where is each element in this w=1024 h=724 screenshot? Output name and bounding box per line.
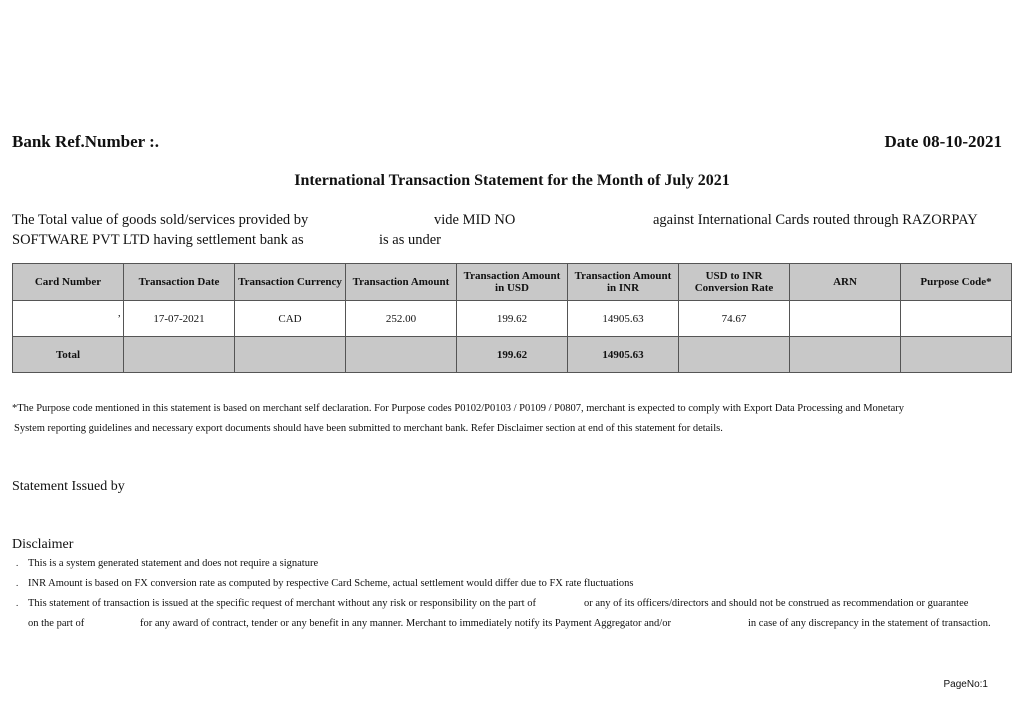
cell-purpose-code bbox=[901, 301, 1012, 337]
table-row bbox=[13, 301, 1012, 337]
intro-text-2: SOFTWARE PVT LTD having settlement bank as bbox=[12, 232, 304, 248]
total-empty bbox=[235, 337, 346, 373]
col-arn: ARN bbox=[790, 264, 901, 301]
cell-amount-usd: 199.62 bbox=[457, 301, 568, 337]
table-total-row bbox=[13, 337, 1012, 373]
purpose-note-line-1: *The Purpose code mentioned in this statement is based on merchant self declaration. For Purpose codes P0102/P0103 / P0109 / P0807, merchant is expected to comply with Export Data Processing and Monetary bbox=[12, 403, 905, 414]
intro-cards-text: against International Cards routed through RAZORPAY bbox=[653, 212, 978, 228]
col-amount-inr: Transaction Amount in INR bbox=[568, 264, 679, 301]
cell-currency: CAD bbox=[235, 301, 346, 337]
transaction-table bbox=[12, 263, 1012, 373]
col-transaction-amount: Transaction Amount bbox=[346, 264, 457, 301]
total-empty bbox=[124, 337, 235, 373]
cell-amount-inr: 14905.63 bbox=[568, 301, 679, 337]
col-conversion-rate: USD to INR Conversion Rate bbox=[679, 264, 790, 301]
disclaimer-text: This statement of transaction is issued at the specific request of merchant without any risk or responsibility on the part of bbox=[28, 598, 536, 609]
intro-line-2 bbox=[12, 232, 442, 249]
cell-amount: 252.00 bbox=[346, 301, 457, 337]
intro-line-1 bbox=[12, 212, 978, 229]
disclaimer-text: or any of its officers/directors and should not be construed as recommendation or guarantee bbox=[584, 598, 969, 609]
cell-card-number: ’ bbox=[13, 301, 124, 337]
intro-mid-label: vide MID NO bbox=[434, 212, 516, 228]
total-empty bbox=[679, 337, 790, 373]
total-amount-inr: 14905.63 bbox=[568, 337, 679, 373]
statement-title: International Transaction Statement for the Month of July 2021 bbox=[294, 172, 730, 189]
disclaimer-item bbox=[16, 578, 633, 589]
disclaimer-text: in case of any discrepancy in the statement of transaction. bbox=[748, 618, 991, 629]
intro-under-text: is as under bbox=[379, 232, 442, 248]
col-card-number: Card Number bbox=[13, 264, 124, 301]
disclaimer-text: on the part of bbox=[28, 618, 85, 629]
disclaimer-text: for any award of contract, tender or any benefit in any manner. Merchant to immediately notify its Payment Aggregator and/or bbox=[140, 618, 671, 629]
col-transaction-currency: Transaction Currency bbox=[235, 264, 346, 301]
total-empty bbox=[346, 337, 457, 373]
cell-arn bbox=[790, 301, 901, 337]
disclaimer-item bbox=[16, 598, 969, 609]
total-amount-usd: 199.62 bbox=[457, 337, 568, 373]
page-number: PageNo:1 bbox=[943, 679, 988, 690]
bullet: . bbox=[16, 578, 19, 588]
disclaimer-heading: Disclaimer bbox=[12, 537, 74, 552]
statement-issued-by: Statement Issued by bbox=[12, 479, 125, 494]
statement-date: Date 08-10-2021 bbox=[884, 132, 1002, 151]
cell-transaction-date: 17-07-2021 bbox=[124, 301, 235, 337]
disclaimer-item bbox=[16, 558, 318, 569]
total-label: Total bbox=[13, 337, 124, 373]
intro-text: The Total value of goods sold/services provided by bbox=[12, 212, 309, 228]
col-purpose-code: Purpose Code* bbox=[901, 264, 1012, 301]
col-transaction-date: Transaction Date bbox=[124, 264, 235, 301]
total-empty bbox=[790, 337, 901, 373]
cell-conversion-rate: 74.67 bbox=[679, 301, 790, 337]
col-amount-usd: Transaction Amount in USD bbox=[457, 264, 568, 301]
bullet: . bbox=[16, 558, 19, 568]
bank-ref-number: Bank Ref.Number :. bbox=[12, 132, 160, 151]
table-header-row bbox=[13, 264, 1012, 301]
disclaimer-text: INR Amount is based on FX conversion rate as computed by respective Card Scheme, actual settlement would differ due to FX rate fluctuations bbox=[28, 578, 634, 589]
disclaimer-text: This is a system generated statement and does not require a signature bbox=[28, 558, 319, 569]
disclaimer-item-continued bbox=[28, 618, 1008, 629]
total-empty bbox=[901, 337, 1012, 373]
purpose-note-line-2: System reporting guidelines and necessary export documents should have been submitted to merchant bank. Refer Disclaimer section at end of this statement for details. bbox=[14, 423, 723, 434]
bullet: . bbox=[16, 598, 19, 608]
